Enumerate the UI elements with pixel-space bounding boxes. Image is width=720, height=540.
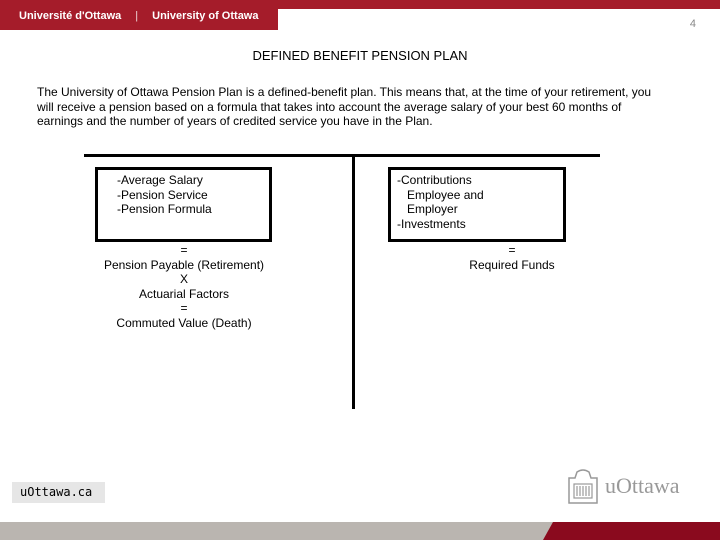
equals-sign: = [180, 243, 188, 257]
slide-title: DEFINED BENEFIT PENSION PLAN [252, 48, 468, 63]
funding-result [412, 243, 612, 272]
result-line: Pension Payable (Retirement) [103, 257, 265, 272]
t-chart-horizontal-line [84, 154, 600, 157]
university-brand-bar [0, 0, 278, 30]
multiply-sign: X [179, 272, 188, 286]
box-item: -Pension Service [117, 187, 208, 202]
english-name: University of Ottawa [152, 10, 259, 22]
result-line: Commuted Value (Death) [116, 315, 252, 330]
funding-box [388, 167, 566, 242]
box-item: Employee and [407, 187, 484, 202]
t-chart-vertical-line [352, 154, 355, 409]
separator: | [135, 10, 139, 22]
logo-wordmark: uOttawa [605, 473, 680, 498]
box-item: -Average Salary [117, 173, 203, 187]
intro-paragraph: The University of Ottawa Pension Plan is a defined-benefit plan. This means that, at the time of your retirement, you will receive a pension based on a formula that takes into account the average salary of your best 60 months of earnings and the number of years of credited service you have in the Plan. [37, 85, 652, 128]
footer-accent [543, 522, 720, 540]
box-item: Employer [407, 202, 458, 216]
page-number: 4 [689, 18, 696, 30]
box-item: -Pension Formula [117, 202, 212, 216]
website-link[interactable]: uOttawa.ca [12, 482, 105, 503]
equals-sign: = [180, 301, 188, 315]
box-item: -Investments [397, 216, 466, 231]
uottawa-logo [567, 468, 680, 504]
inputs-box [95, 167, 272, 242]
result-line: Required Funds [469, 257, 555, 272]
building-icon [567, 468, 599, 504]
result-line: Actuarial Factors [138, 286, 230, 301]
french-name: Université d'Ottawa [19, 10, 122, 22]
box-item: -Contributions [397, 173, 472, 187]
pension-result [84, 243, 284, 330]
equals-sign: = [508, 243, 516, 257]
